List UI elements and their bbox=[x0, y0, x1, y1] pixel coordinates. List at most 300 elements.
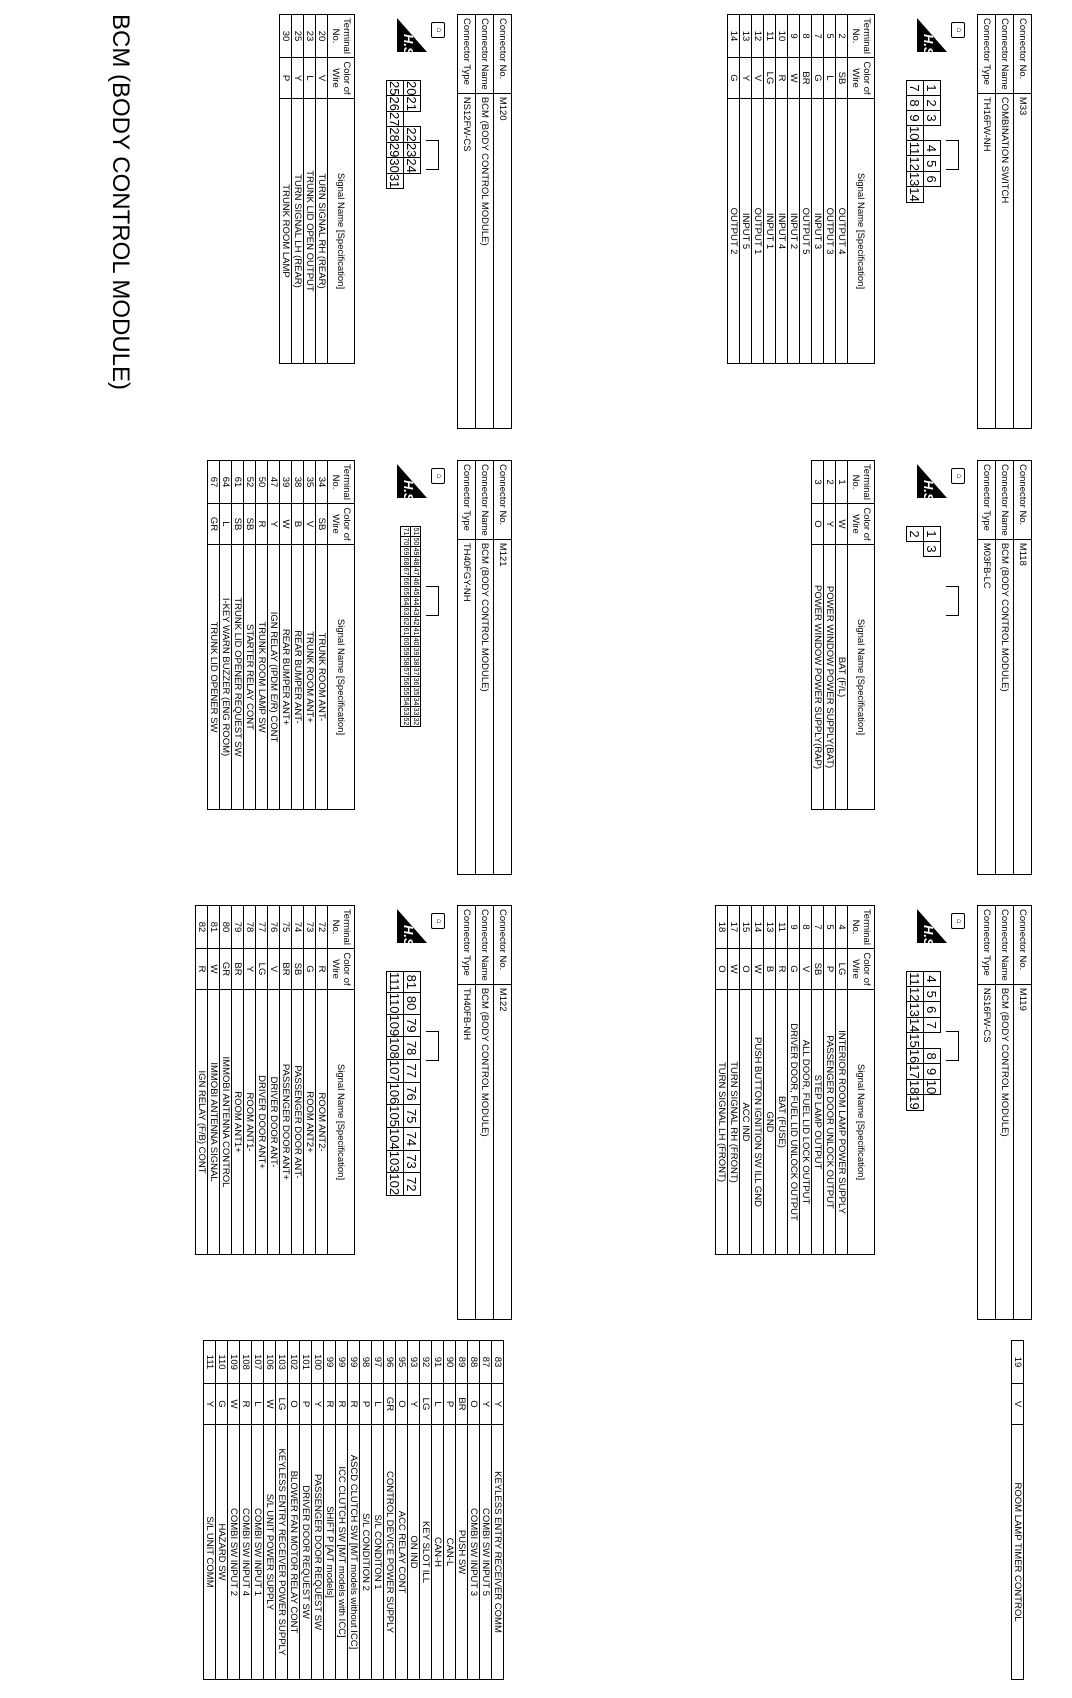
terminal-row bbox=[240, 1341, 252, 1680]
connector-no-label: Connector No. bbox=[1014, 906, 1032, 985]
terminal-row bbox=[280, 15, 292, 364]
terminal-no: 100 bbox=[312, 1341, 324, 1384]
signal-name-header: Signal Name [Specification] bbox=[848, 545, 875, 810]
terminal-row bbox=[800, 15, 812, 364]
hs-triangle-icon bbox=[917, 18, 947, 60]
pin: 8 bbox=[924, 1048, 941, 1063]
connector-no-row bbox=[1014, 461, 1032, 875]
signal-name: PASSENGER DOOR ANT+ bbox=[280, 990, 292, 1255]
connector-no-label: Connector No. bbox=[494, 461, 512, 540]
wire-color: W bbox=[728, 949, 740, 990]
pin: 19 bbox=[907, 1095, 923, 1110]
hs-icon-group bbox=[397, 18, 445, 58]
pin: 47 bbox=[412, 567, 419, 576]
wire-color: P bbox=[300, 1384, 312, 1425]
wire-color: B bbox=[292, 504, 304, 545]
pin: 14 bbox=[907, 1017, 923, 1033]
connector-header bbox=[977, 905, 1032, 1320]
terminal-no: 34 bbox=[316, 461, 328, 504]
wire-color: Y bbox=[312, 1384, 324, 1425]
signal-name: OUTPUT 4 bbox=[836, 99, 848, 364]
pin: 28 bbox=[387, 127, 403, 142]
connector-no-row bbox=[1014, 15, 1032, 429]
signal-name: ACC IND bbox=[740, 990, 752, 1255]
terminal-row bbox=[244, 461, 256, 810]
pin: 79 bbox=[404, 1014, 421, 1037]
pin: 102 bbox=[387, 1173, 403, 1196]
terminal-no: 98 bbox=[360, 1341, 372, 1384]
terminal-row bbox=[752, 906, 764, 1255]
terminal-no: 72 bbox=[316, 906, 328, 949]
terminal-no: 10 bbox=[776, 15, 788, 58]
terminal-no: 92 bbox=[420, 1341, 432, 1384]
terminal-row bbox=[824, 461, 836, 810]
terminal-no: 8 bbox=[800, 15, 812, 58]
connector-name-value: BCM (BODY CONTROL MODULE) bbox=[476, 93, 494, 428]
wire-color: R bbox=[316, 949, 328, 990]
terminal-no: 9 bbox=[788, 906, 800, 949]
pin: 36 bbox=[412, 677, 419, 686]
terminal-no: 1 bbox=[836, 461, 848, 504]
pin: 60 bbox=[402, 637, 409, 646]
terminal-no: 110 bbox=[216, 1341, 228, 1384]
pin-row bbox=[411, 527, 421, 727]
signal-table bbox=[195, 905, 355, 1255]
signal-name: CAN-H bbox=[432, 1425, 444, 1680]
wire-color: LG bbox=[420, 1384, 432, 1425]
hs-icon-group bbox=[397, 909, 445, 949]
signal-name: ALL DOOR, FUEL LID LOCK OUTPUT bbox=[800, 990, 812, 1255]
signal-name: S/L CONDITON 1 bbox=[372, 1425, 384, 1680]
pin: 2 bbox=[907, 527, 924, 542]
wire-color: R bbox=[196, 949, 208, 990]
wire-color: O bbox=[740, 949, 752, 990]
pin: 59 bbox=[402, 647, 409, 656]
pin: 21 bbox=[404, 96, 420, 111]
pin: 110 bbox=[387, 992, 403, 1014]
wire-color: L bbox=[220, 504, 232, 545]
pin: 1 bbox=[924, 81, 941, 96]
terminal-row bbox=[396, 1341, 408, 1680]
connector-no-value: M121 bbox=[494, 539, 512, 874]
pin: 53 bbox=[402, 707, 409, 716]
signal-header-row bbox=[328, 906, 355, 1255]
terminal-no-header: Terminal No. bbox=[848, 461, 875, 504]
terminal-row bbox=[292, 15, 304, 364]
signal-name-header: Signal Name [Specification] bbox=[848, 99, 875, 364]
terminal-no: 111 bbox=[204, 1341, 216, 1384]
connector-type-value: TH40FB-NH bbox=[458, 984, 476, 1319]
connector-block-m122 bbox=[195, 905, 512, 1320]
wire-color: W bbox=[752, 949, 764, 990]
terminal-no-header: Terminal No. bbox=[848, 906, 875, 949]
pin: 40 bbox=[412, 637, 419, 646]
wire-color: Y bbox=[292, 58, 304, 99]
terminal-no: 93 bbox=[408, 1341, 420, 1384]
pin: 9 bbox=[907, 111, 924, 126]
terminal-no: 108 bbox=[240, 1341, 252, 1384]
book-icon: ⌂ bbox=[951, 913, 965, 929]
connector-block-m119 bbox=[715, 905, 1032, 1320]
connector-type-value: NS12FW-CS bbox=[458, 93, 476, 428]
signal-table bbox=[715, 905, 875, 1255]
terminal-no: 39 bbox=[280, 461, 292, 504]
signal-name: IGN RELAY (F/B) CONT bbox=[196, 990, 208, 1255]
hs-label: H.S. bbox=[401, 480, 416, 506]
pin: 63 bbox=[402, 607, 409, 616]
terminal-row bbox=[492, 1341, 504, 1680]
signal-name: CONTROL DEVICE POWER SUPPLY bbox=[384, 1425, 396, 1680]
terminal-row bbox=[304, 906, 316, 1255]
connector-key bbox=[946, 586, 959, 616]
signal-name: KEYLESS ENTRY RECEIVER POWER SUPPLY bbox=[276, 1425, 288, 1680]
connector-name-value: BCM (BODY CONTROL MODULE) bbox=[476, 539, 494, 874]
terminal-no: 9 bbox=[788, 15, 800, 58]
signal-name: TRUNK LID OPENER REQUEST SW bbox=[232, 545, 244, 810]
terminal-row bbox=[812, 461, 824, 810]
pin-row bbox=[924, 81, 941, 203]
signal-table bbox=[279, 14, 355, 364]
pin: 6 bbox=[924, 171, 941, 186]
wire-color: O bbox=[468, 1384, 480, 1425]
pin: 69 bbox=[402, 547, 409, 556]
terminal-no: 2 bbox=[836, 15, 848, 58]
wire-color: G bbox=[728, 58, 740, 99]
connector-name-value: BCM (BODY CONTROL MODULE) bbox=[996, 984, 1014, 1319]
signal-name: S/L UNIT POWER SUPPLY bbox=[264, 1425, 276, 1680]
pin: 76 bbox=[404, 1082, 421, 1105]
signal-name: COMBI SW INPUT 2 bbox=[228, 1425, 240, 1680]
signal-name: BAT (FUSE) bbox=[776, 990, 788, 1255]
terminal-no: 30 bbox=[280, 15, 292, 58]
terminal-no: 11 bbox=[776, 906, 788, 949]
pin: 24 bbox=[404, 158, 420, 173]
connector-name-row bbox=[476, 15, 494, 429]
pin: 61 bbox=[402, 627, 409, 636]
connector-diagram bbox=[400, 526, 439, 727]
terminal-row bbox=[788, 15, 800, 364]
connector-type-label: Connector Type bbox=[458, 461, 476, 540]
terminal-no: 107 bbox=[252, 1341, 264, 1384]
terminal-row bbox=[372, 1341, 384, 1680]
pin: 8 bbox=[907, 96, 924, 111]
pin-row bbox=[924, 527, 941, 557]
pin-row bbox=[907, 972, 924, 1111]
signal-name: TRUNK LID OPEN OUTPUT bbox=[304, 99, 316, 364]
color-of-wire-header: Color of Wire bbox=[848, 949, 875, 990]
signal-name: INPUT 5 bbox=[740, 99, 752, 364]
terminal-row bbox=[800, 906, 812, 1255]
wire-color: W bbox=[208, 949, 220, 990]
signal-table bbox=[203, 1340, 504, 1680]
signal-name: ROOM ANT1- bbox=[244, 990, 256, 1255]
signal-name: REAR BUMPER ANT+ bbox=[280, 545, 292, 810]
signal-table bbox=[811, 460, 875, 810]
pin: 38 bbox=[412, 657, 419, 666]
terminal-no: 99 bbox=[336, 1341, 348, 1384]
terminal-no: 77 bbox=[256, 906, 268, 949]
connector-type-label: Connector Type bbox=[978, 15, 996, 94]
terminal-row bbox=[324, 1341, 336, 1680]
terminal-row bbox=[420, 1341, 432, 1680]
signal-name: ROOM LAMP TIMER CONTROL bbox=[1012, 1425, 1024, 1680]
pin: 105 bbox=[387, 1105, 403, 1128]
signal-name: PASSENGER DOOR UNLOCK OUTPUT bbox=[824, 990, 836, 1255]
hs-triangle-icon bbox=[917, 909, 947, 951]
book-icon: ⌂ bbox=[951, 22, 965, 38]
terminal-no: 12 bbox=[752, 15, 764, 58]
connector-key bbox=[946, 1031, 959, 1061]
signal-name: TRUNK ROOM LAMP bbox=[280, 99, 292, 364]
terminal-row bbox=[292, 906, 304, 1255]
wire-color: V bbox=[752, 58, 764, 99]
pin: 42 bbox=[412, 617, 419, 626]
wire-color: O bbox=[396, 1384, 408, 1425]
connector-name-row bbox=[996, 461, 1014, 875]
pin: 58 bbox=[402, 657, 409, 666]
terminal-no: 96 bbox=[384, 1341, 396, 1384]
hs-icon-group bbox=[397, 464, 445, 504]
signal-header-row bbox=[328, 15, 355, 364]
terminal-row bbox=[268, 461, 280, 810]
wire-color: L bbox=[432, 1384, 444, 1425]
connector-no-value: M122 bbox=[494, 984, 512, 1319]
connector-header bbox=[457, 460, 512, 875]
terminal-no: 50 bbox=[256, 461, 268, 504]
terminal-no: 80 bbox=[220, 906, 232, 949]
signal-name: POWER WINDOW POWER SUPPLY(RAP) bbox=[812, 545, 824, 810]
hs-triangle-icon bbox=[397, 18, 427, 60]
terminal-no: 81 bbox=[208, 906, 220, 949]
wire-color: G bbox=[812, 58, 824, 99]
signal-name: ASCD CLUTCH SW [M/T models without ICC] bbox=[348, 1425, 360, 1680]
wire-color: O bbox=[288, 1384, 300, 1425]
pin: 10 bbox=[907, 126, 923, 141]
color-of-wire-header: Color of Wire bbox=[328, 58, 355, 99]
terminal-no: 83 bbox=[492, 1341, 504, 1384]
signal-name: I-KEY WARN BUZZER (ENG ROOM) bbox=[220, 545, 232, 810]
wire-color: GR bbox=[220, 949, 232, 990]
signal-name-header: Signal Name [Specification] bbox=[328, 545, 355, 810]
signal-name: ROOM ANT2- bbox=[316, 990, 328, 1255]
signal-name: INPUT 2 bbox=[788, 99, 800, 364]
terminal-row bbox=[740, 906, 752, 1255]
pin: 20 bbox=[404, 81, 420, 96]
terminal-row bbox=[348, 1341, 360, 1680]
signal-name: INTERIOR ROOM LAMP POWER SUPPLY bbox=[836, 990, 848, 1255]
pin: 109 bbox=[387, 1014, 403, 1037]
connector-diagram bbox=[906, 526, 959, 616]
wire-color: L bbox=[304, 58, 316, 99]
pin: 68 bbox=[402, 557, 409, 566]
terminal-row bbox=[252, 1341, 264, 1680]
terminal-row bbox=[836, 461, 848, 810]
harness-side-view bbox=[363, 464, 445, 875]
signal-name: PUSH SW bbox=[456, 1425, 468, 1680]
pin: 12 bbox=[907, 987, 923, 1002]
terminal-no: 4 bbox=[836, 906, 848, 949]
pin-row bbox=[907, 527, 924, 557]
connector-no-value: M33 bbox=[1014, 93, 1032, 428]
pin: 57 bbox=[402, 667, 409, 676]
wire-color: R bbox=[336, 1384, 348, 1425]
connector-no-row bbox=[494, 906, 512, 1320]
terminal-no: 8 bbox=[800, 906, 812, 949]
wire-color: W bbox=[228, 1384, 240, 1425]
wire-color: W bbox=[836, 504, 848, 545]
hs-triangle-icon bbox=[397, 464, 427, 506]
signal-name: S/L UNIT COMM bbox=[204, 1425, 216, 1680]
pin-grid bbox=[400, 526, 421, 727]
pin: 43 bbox=[412, 607, 419, 616]
connector-name-label: Connector Name bbox=[996, 906, 1014, 985]
wire-color: SB bbox=[292, 949, 304, 990]
wire-color: BR bbox=[456, 1384, 468, 1425]
hs-icon-group bbox=[917, 18, 965, 58]
wire-color: V bbox=[800, 949, 812, 990]
terminal-no: 78 bbox=[244, 906, 256, 949]
terminal-no: 101 bbox=[300, 1341, 312, 1384]
pin: 25 bbox=[387, 81, 403, 96]
signal-name: TRUNK LID OPENER SW bbox=[208, 545, 220, 810]
terminal-no: 20 bbox=[316, 15, 328, 58]
terminal-no: 102 bbox=[288, 1341, 300, 1384]
terminal-row bbox=[1012, 1341, 1024, 1680]
terminal-row bbox=[728, 906, 740, 1255]
terminal-no: 23 bbox=[304, 15, 316, 58]
connector-name-label: Connector Name bbox=[996, 461, 1014, 540]
pin: 4 bbox=[924, 972, 941, 987]
wire-color: Y bbox=[824, 504, 836, 545]
pin bbox=[404, 111, 421, 126]
terminal-row bbox=[812, 906, 824, 1255]
pin: 18 bbox=[907, 1079, 923, 1095]
pin: 55 bbox=[402, 687, 409, 696]
terminal-row bbox=[304, 15, 316, 364]
wire-color: L bbox=[372, 1384, 384, 1425]
terminal-row bbox=[292, 461, 304, 810]
terminal-row bbox=[384, 1341, 396, 1680]
wire-color: GR bbox=[208, 504, 220, 545]
signal-name: STARTER RELAY CONT bbox=[244, 545, 256, 810]
signal-name: ON IND bbox=[408, 1425, 420, 1680]
wire-color: G bbox=[304, 949, 316, 990]
connector-type-row bbox=[978, 15, 996, 429]
connector-type-row bbox=[458, 906, 476, 1320]
wire-color: SB bbox=[812, 949, 824, 990]
wire-color: Y bbox=[204, 1384, 216, 1425]
wire-color: Y bbox=[492, 1384, 504, 1425]
connector-type-label: Connector Type bbox=[458, 15, 476, 94]
signal-name: INPUT 1 bbox=[764, 99, 776, 364]
terminal-no: 5 bbox=[824, 906, 836, 949]
wire-color: V bbox=[1012, 1384, 1024, 1425]
terminal-row bbox=[264, 1341, 276, 1680]
terminal-no: 99 bbox=[324, 1341, 336, 1384]
signal-header-row bbox=[328, 461, 355, 810]
pin: 33 bbox=[412, 707, 419, 716]
signal-name: DRIVER DOOR REQUEST SW bbox=[300, 1425, 312, 1680]
wire-color: R bbox=[348, 1384, 360, 1425]
terminal-row bbox=[836, 15, 848, 364]
terminal-no: 73 bbox=[304, 906, 316, 949]
wire-color: R bbox=[324, 1384, 336, 1425]
terminal-row bbox=[728, 15, 740, 364]
color-of-wire-header: Color of Wire bbox=[848, 504, 875, 545]
terminal-row bbox=[776, 15, 788, 364]
connector-diagram bbox=[386, 971, 439, 1196]
pin: 11 bbox=[907, 141, 923, 156]
harness-side-view bbox=[883, 464, 965, 875]
connector-no-label: Connector No. bbox=[1014, 15, 1032, 94]
terminal-no: 15 bbox=[740, 906, 752, 949]
wire-color: R bbox=[256, 504, 268, 545]
signal-name: COMBI SW INPUT 3 bbox=[468, 1425, 480, 1680]
terminal-no: 91 bbox=[432, 1341, 444, 1384]
signal-name: PASSENGER DOOR ANT- bbox=[292, 990, 304, 1255]
connector-no-value: M120 bbox=[494, 93, 512, 428]
wire-color: P bbox=[444, 1384, 456, 1425]
terminal-row bbox=[268, 906, 280, 1255]
signal-name: TURN SIGNAL RH (REAR) bbox=[316, 99, 328, 364]
terminal-no-header: Terminal No. bbox=[328, 461, 355, 504]
harness-side-view bbox=[883, 909, 965, 1320]
terminal-row bbox=[432, 1341, 444, 1680]
connector-type-label: Connector Type bbox=[978, 461, 996, 540]
signal-name: BAT (F/L) bbox=[836, 545, 848, 810]
terminal-no: 97 bbox=[372, 1341, 384, 1384]
connector-block-m118 bbox=[811, 460, 1032, 875]
terminal-row bbox=[256, 461, 268, 810]
terminal-no: 25 bbox=[292, 15, 304, 58]
connector-no-label: Connector No. bbox=[494, 15, 512, 94]
terminal-row bbox=[456, 1341, 468, 1680]
terminal-row bbox=[740, 15, 752, 364]
connector-name-value: BCM (BODY CONTROL MODULE) bbox=[476, 984, 494, 1319]
pin: 13 bbox=[907, 1002, 923, 1017]
pin: 6 bbox=[924, 1002, 941, 1017]
signal-name: S/L CONDITION 2 bbox=[360, 1425, 372, 1680]
connector-type-row bbox=[978, 906, 996, 1320]
pin: 15 bbox=[907, 1033, 923, 1048]
pin-row bbox=[404, 972, 421, 1196]
hs-label: H.S. bbox=[921, 925, 936, 951]
pin: 37 bbox=[412, 667, 419, 676]
connector-name-value: COMBINATION SWITCH bbox=[996, 93, 1014, 428]
pin-row bbox=[401, 527, 411, 727]
connector-no-value: M118 bbox=[1014, 539, 1032, 874]
connector-no-row bbox=[494, 15, 512, 429]
terminal-no: 106 bbox=[264, 1341, 276, 1384]
connector-block-m120 bbox=[279, 14, 512, 429]
terminal-no: 67 bbox=[208, 461, 220, 504]
wire-color: P bbox=[360, 1384, 372, 1425]
pin: 17 bbox=[907, 1064, 923, 1079]
wire-color: G bbox=[788, 949, 800, 990]
terminal-no: 109 bbox=[228, 1341, 240, 1384]
signal-name: CAN-L bbox=[444, 1425, 456, 1680]
wire-color: W bbox=[788, 58, 800, 99]
connector-type-value: TH40FGY-NH bbox=[458, 539, 476, 874]
terminal-row bbox=[208, 906, 220, 1255]
pin-row bbox=[387, 81, 404, 189]
pin: 104 bbox=[387, 1128, 403, 1150]
pin: 7 bbox=[907, 81, 924, 96]
pin: 23 bbox=[404, 142, 420, 158]
pin bbox=[924, 1033, 941, 1048]
terminal-row bbox=[480, 1341, 492, 1680]
connector-header bbox=[457, 14, 512, 429]
